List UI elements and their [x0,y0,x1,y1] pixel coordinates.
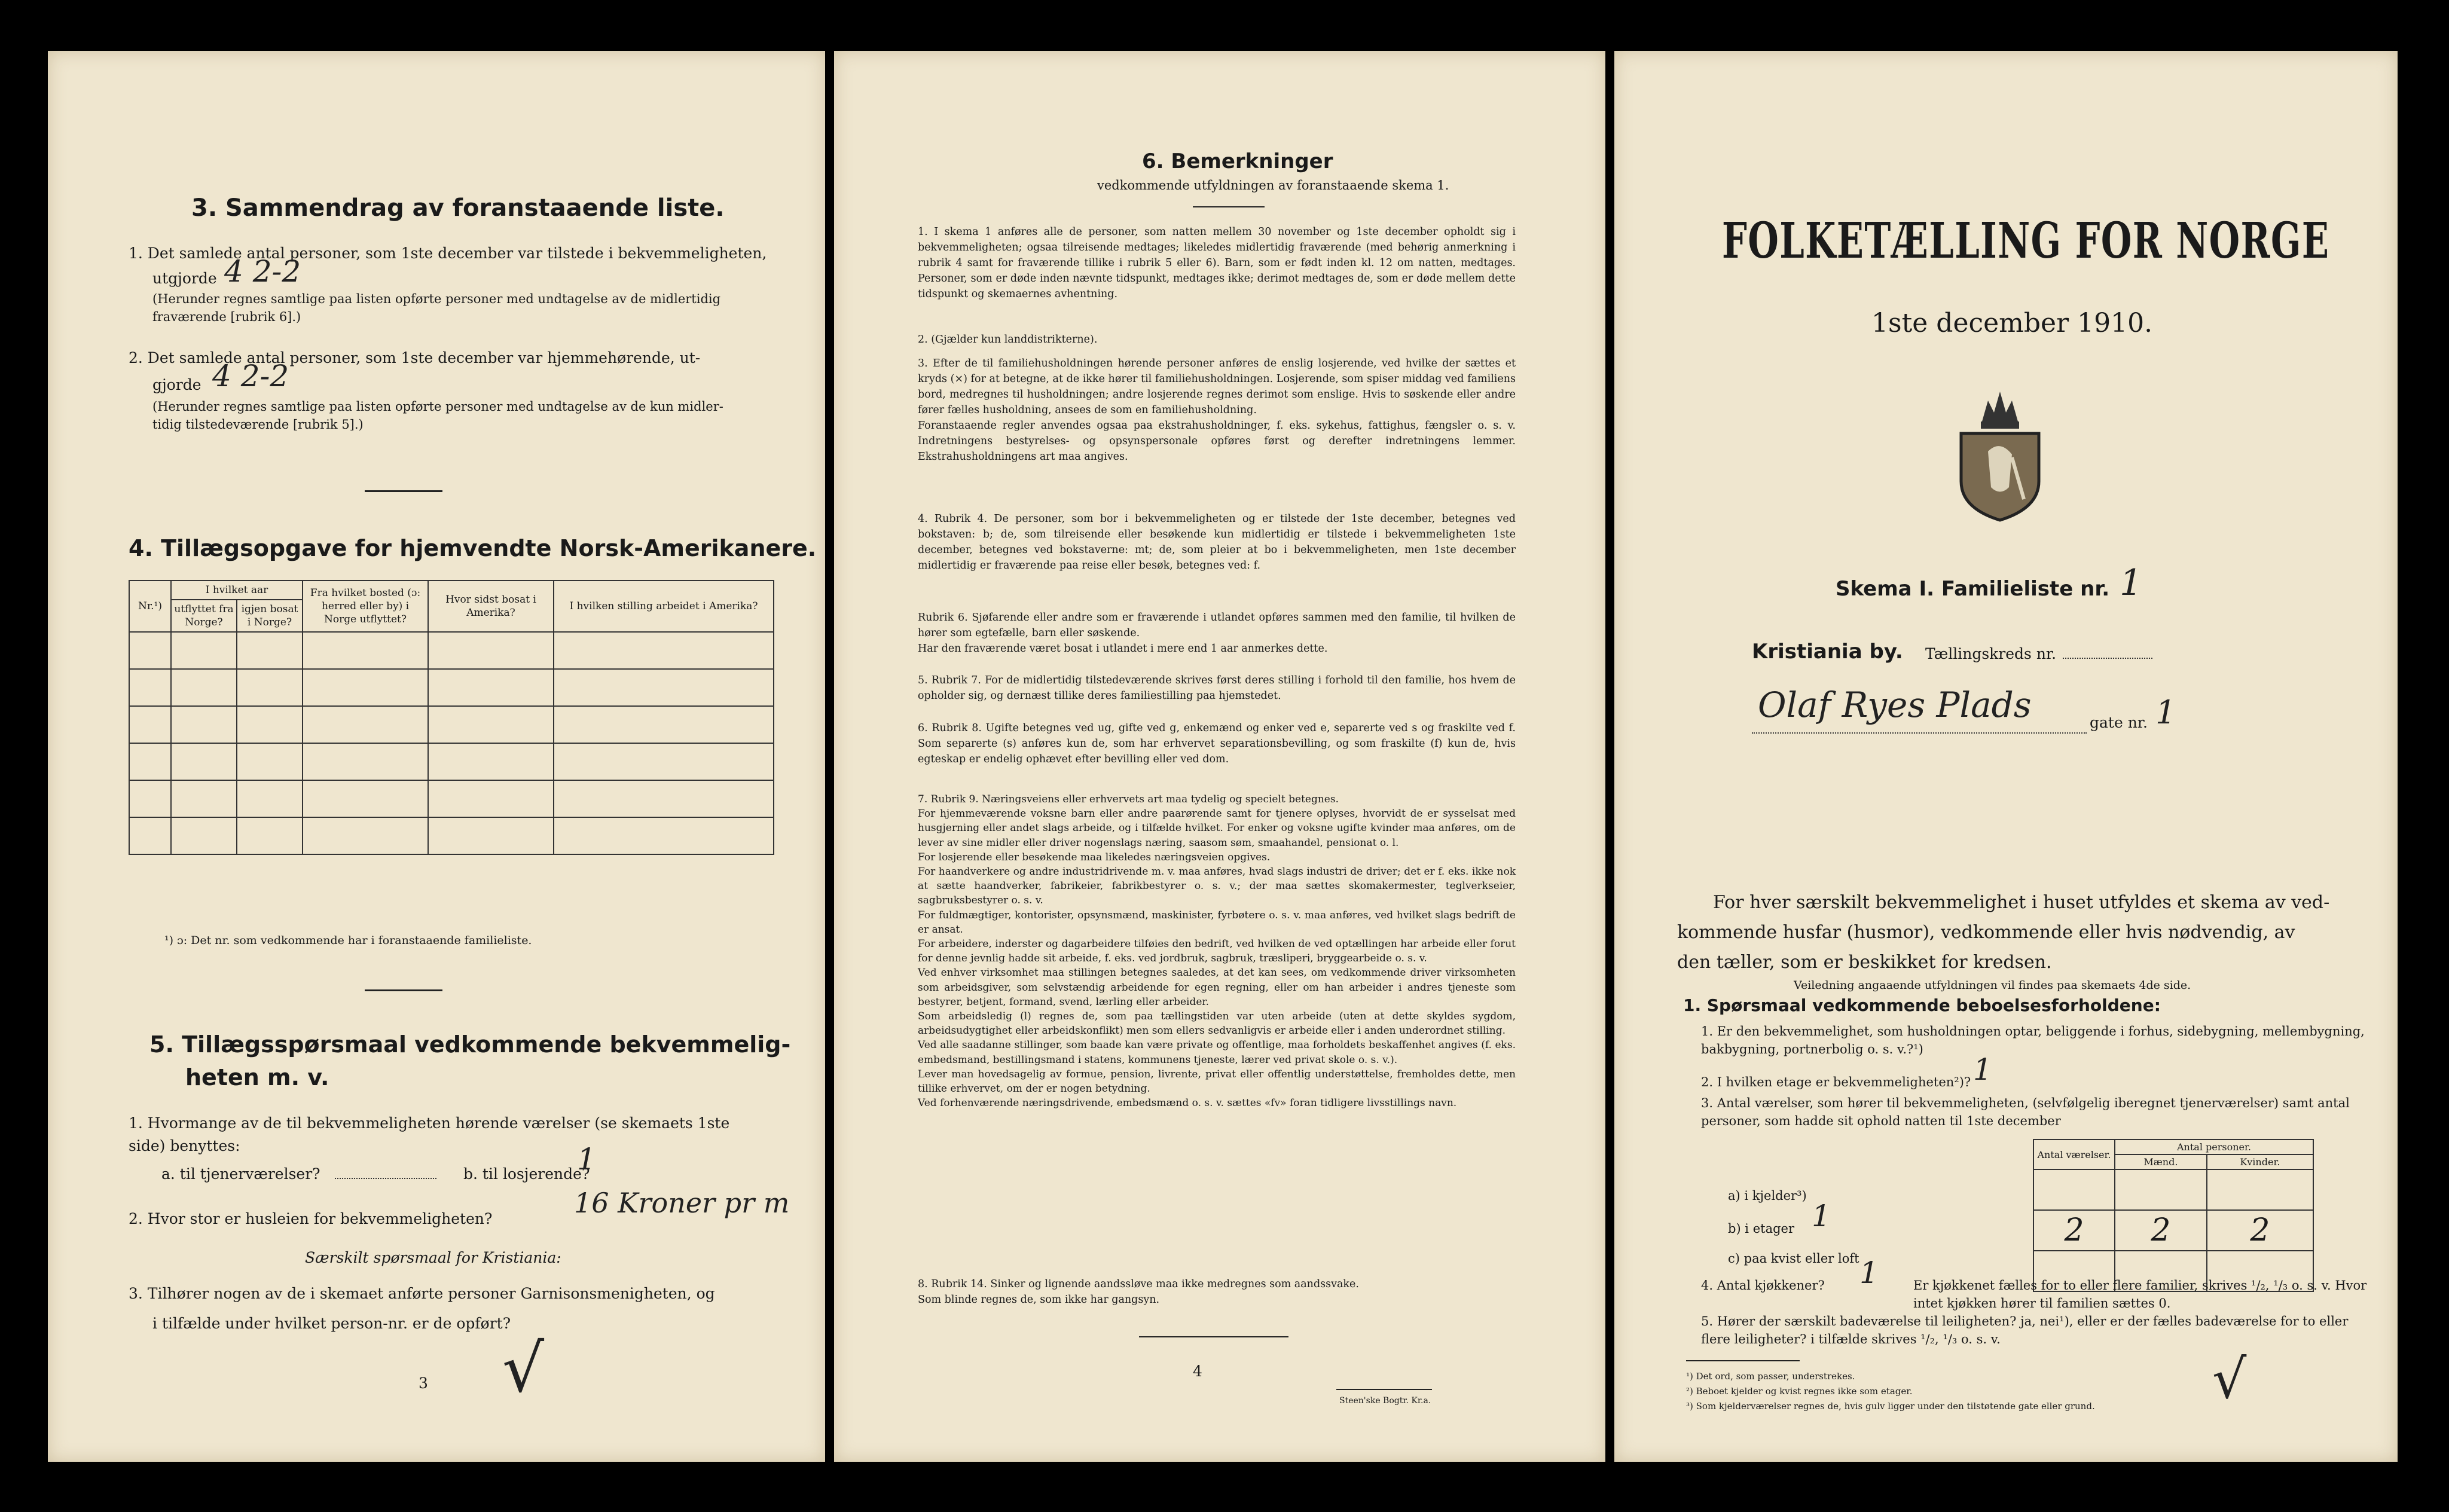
floors-rooms: 2 [2033,1210,2115,1251]
section-5-question-3: 3. Tilhører nogen av de i skemaet anførte personer Garnisonsmenigheten, og [129,1285,715,1302]
women-header: Kvinder. [2207,1154,2313,1169]
footnote-3: ³) Som kjelderværelser regnes de, hvis gulv ligger under den tilstøtende gate eller grund. [1686,1401,2095,1412]
persons-header: Antal personer. [2115,1140,2313,1154]
remarks-title: 6. Bemerkninger [1142,149,1333,173]
street-value: Olaf Ryes Plads [1758,685,2032,725]
question-4-rest: Er kjøkkenet fælles for to eller flere familier, skrives ¹/₂, ¹/₃ o. s. v. Hvor intet kjøkken hører til familien sættes 0. [1913,1278,2367,1311]
question-4: 4. Antal kjøkkener? [1701,1278,1825,1293]
section-4-title: 4. Tillægsopgave for hjemvendte Norsk-Amerikanere. [129,535,817,561]
section-5-special: Særskilt spørsmaal for Kristiania: [305,1249,561,1266]
intro-line-1: For hver særskilt bekvemmelighet i huset utfyldes et skema av ved- [1713,892,2330,913]
question-1: 1. Er den bekvemmelighet, som husholdningen optar, beliggende i forhus, sidebygning, mellembygning, bakbygning, portnerbolig o. s. v.?¹) [1701,1024,2365,1056]
remark-7: 7. Rubrik 9. Næringsveiens eller erhvervets art maa tydelig og specielt betegnes. For hjemmeværende voksne barn eller andre paarørende samt for tjenere oplyses, hvorvidt de er sysselsat med husgjerning eller andet slags arbeide, og i tilfælde hvilket. For enker og voksne ugifte kvinder maa anføres, om de lever av sine midler eller driver nogenslags næring, saasom søm, smaahandel, pensionat o. l. For losjerende eller besøkende maa likeledes næringsveien opgives. For haandverkere og andre industridrivende m. v. maa anføres, hvad slags industri de driver; det er f. eks. ikke nok at sætte haandverker, fabrikeier, fabrikbestyrer o. s. v.; der maa sættes skomakermester, teglverkseier, sagbruksbestyrer o. s. v. For fuldmægtiger, kontorister, opsynsmænd, maskinister, fyrbøtere o. s. v. maa anføres, ved hvilket slags bedrift de er ansat. For arbeidere, inderster og dagarbeidere tilføies den bedrift, ved hvilken de ved optællingen har arbeide eller forut for denne jevnlig hadde sit arbeide, f. eks. ved jordbruk, sagbruk, træsliperi, bryggearbeide o. s. v. Ved enhver virksomhet maa stillingen betegnes saaledes, at det kan sees, om vedkommende driver virksomheten som arbeidsgiver, som selvstændig arbeidende for egen regning, eller om han arbeider i andres tjeneste som bestyrer, betjent, formand, svend, lærling eller arbeider. Som arbeidsledig (l) regnes de, som paa tællingstiden var uten arbeide (uten at dette skyldes sygdom, arbeidsudygtighet eller arbeidskonflikt) men som ellers sedvanligvis er arbeide eller i anden underordnet stilling. Ved alle saadanne stillinger, som baade kan være private og offentlige, maa forholdets beskaffenhet angives (f. eks. embedsmand, bestillingsmand i statens, kommunens tjeneste, lærer ved privat skole o. s. v.). Lever man hovedsagelig av formue, pension, livrente, privat eller offentlig understøttelse, fremholdes dette, men tillike erhvervet, om der er nogen betydning. Ved forhenværende næringsdrivende, embedsmænd o. s. v. sættes «fv» foran tidligere livsstillings navn. [918,793,1516,1110]
page-1 [1614,51,2398,1462]
col-from-where: Fra hvilket bosted (ɔ: herred eller by) i Norge utflyttet? [303,581,428,632]
section-5-q1b: b. til losjerende? [463,1165,590,1183]
question-2-value: 1 [1973,1052,1992,1087]
remarks-subtitle: vedkommende utfyldningen av foranstaaende skema 1. [1097,178,1449,193]
remark-6: 6. Rubrik 8. Ugifte betegnes ved ug, gifte ved g, enkemænd og enker ved e, separerte ved s og fraskilte ved f. Som separerte (s) anføres kun de, som har erhvervet separationsbevilling, og som fraskilte (f) kun de, hvis egteskap er endelig ophævet efter bevilling eller ved dom. [918,722,1516,765]
question-3b-value: 1 [1812,1199,1831,1233]
page-3 [48,51,825,1462]
intro-text [1677,888,2365,978]
krets-blank [2063,643,2158,665]
table-row [129,669,774,706]
section-3-q2-value: 4 2-2 [212,359,289,393]
rooms-table [2033,1139,2314,1292]
check-mark: √ [2212,1348,2247,1411]
section-3-q2-note-2: tidig tilstedeværende [rubrik 5].) [152,417,364,432]
remark-4: 4. Rubrik 4. De personer, som bor i bekvemmeligheten og er tilstede der 1ste december, betegnes ved bokstaven: b; de, som tilreisende eller besøkende kun midlertidig er tilstede i bekvemmeligheten 1ste december, betegnes ved bokstaverne: mt; de, som pleier at bo i bekvemmeligheten, men 1ste december midlertidig er fraværende paa reise eller besøk, betegnes ved: f. [918,513,1516,572]
col-nr: Nr.¹) [129,581,171,632]
intro-line-3: den tæller, som er beskikket for kredsen. [1677,952,2052,973]
divider [1139,1336,1288,1337]
section-5-question-2: 2. Hvor stor er husleien for bekvemmeligheten? [129,1210,493,1227]
page-number: 3 [419,1374,428,1392]
section-5-title-1: 5. Tillægsspørsmaal vedkommende bekvemmelig- [149,1031,791,1058]
printer-rule [1336,1389,1432,1390]
page-number: 4 [1193,1363,1202,1380]
row-cellar-men [2115,1169,2207,1210]
question-3b: b) i etager [1728,1221,1794,1236]
divider [1193,206,1265,207]
city-label: Kristiania by. [1752,640,1903,664]
men-header: Mænd. [2115,1154,2207,1169]
divider [365,490,442,492]
section-5-q1b-value: 1 [577,1142,596,1177]
check-mark: √ [502,1330,545,1407]
floors-women: 2 [2207,1210,2313,1251]
q1a-blank [335,1163,442,1186]
section-3-q2-note-1: (Herunder regnes samtlige paa listen opførte personer med undtagelse av de kun midler- [152,399,723,414]
table-row [129,706,774,743]
divider [1686,1360,1800,1361]
section-5-question-1: 1. Hvormange av de til bekvemmeligheten hørende værelser (se skemaets 1ste side) benyttes: [129,1114,730,1154]
gate-label: gate nr. [2090,714,2148,731]
section-5-title-2: heten m. v. [185,1064,329,1091]
section-5-q2-value: 16 Kroner pr m [574,1187,790,1219]
intro-note: Veiledning angaaende utfyldningen vil findes paa skemaets 4de side. [1794,979,2191,992]
section-3-q1-note-1: (Herunder regnes samtlige paa listen opførte personer med undtagelse av de midlertidig [152,292,721,306]
table-footnote: ¹) ɔ: Det nr. som vedkommende har i foranstaaende familieliste. [164,934,532,947]
divider [365,989,442,991]
remark-4b: Rubrik 6. Sjøfarende eller andre som er fraværende i utlandet opføres sammen med den familie, til hvilken de hører som egtefælle, barn eller søskende. Har den fraværende været bosat i utlandet i mere end 1 aar anmerkes dette. [918,612,1516,655]
section-5-question-3-cont: i tilfælde under hvilket person-nr. er de opført? [152,1315,511,1332]
table-row [129,817,774,854]
section-3-question-1: 1. Det samlede antal personer, som 1ste december var tilstede i bekvemmeligheten, [129,245,767,262]
page-4 [834,51,1605,1462]
rooms-header: Antal værelser. [2033,1140,2115,1169]
remark-1: 1. I skema 1 anføres alle de personer, som natten mellem 30 november og 1ste december opholdt sig i bekvemmeligheten; ogsaa tilreisende medtages; likeledes midlertidig fraværende (med behørig anmerkning i rubrik 4 samt for fraværende tillike i rubrik 5 eller 6). Barn, som er født inden kl. 12 om natten, medtages. Personer, som er døde inden nævnte tidspunkt, medtages ikke; derimot medtages de, som er døde mellem dette tidspunkt og skemaernes avhentning. [918,226,1516,300]
questions-header: 1. Spørsmaal vedkommende beboelsesforholdene: [1683,995,2161,1015]
gate-number: 1 [2155,694,2176,731]
remark-2: 2. (Gjælder kun landdistrikterne). [918,334,1098,346]
floors-men: 2 [2115,1210,2207,1251]
krets-label: Tællingskreds nr. [1925,645,2057,662]
question-3a: a) i kjelder³) [1728,1189,1807,1203]
section-3-q1-note-2: fraværende [rubrik 6].) [152,310,301,324]
question-5: 5. Hører der særskilt badeværelse til leiligheten? ja, nei¹), eller er der fælles badeværelse for to eller flere leiligheter? i tilfælde skrives ¹/₂, ¹/₃ o. s. v. [1701,1314,2349,1346]
skema-label: Skema I. Familieliste nr. [1836,577,2110,601]
section-5-q1a: a. til tjenerværelser? [161,1165,320,1183]
remark-8: 8. Rubrik 14. Sinker og lignende aandssløve maa ikke medregnes som aandssvake. Som blinde regnes de, som ikke har gangsyn. [918,1278,1359,1306]
question-4-value: 1 [1859,1256,1879,1290]
section-3-q1-prefix: utgjorde [152,270,217,287]
col-position: I hvilken stilling arbeidet i Amerika? [554,581,774,632]
question-2: 2. I hvilken etage er bekvemmeligheten²)? [1701,1075,1971,1089]
remark-5: 5. Rubrik 7. For de midlertidig tilstedeværende skrives først deres stilling i forhold til den familie, hos hvem de opholder sig, og dernæst tillike deres familiestilling paa hjemstedet. [918,674,1516,702]
document-title: FOLKETÆLLING FOR NORGE [1722,212,2330,270]
section-3-q1-value: 4 2-2 [224,254,301,289]
footnote-2: ²) Beboet kjelder og kvist regnes ikke som etager. [1686,1386,1913,1397]
question-3: 3. Antal værelser, som hører til bekvemmeligheten, (selvfølgelig iberegnet tjenerværelser) samt antal personer, som hadde sit ophold natten til 1ste december [1701,1096,2350,1128]
census-date: 1ste december 1910. [1871,308,2153,338]
remark-3: 3. Efter de til familiehusholdningen hørende personer anføres de enslig losjerende, ved hvilke der sættes et kryds (×) for at betegne, at de ikke hører til familiehusholdningen. Losjerende, som spiser middag ved familiens bord, medregnes til husholdningen; andre losjerende regnes derimot som enslige. Hvis to søskende eller andre fører fælles husholdning, ansees de som en familiehusholdning. Foranstaaende regler anvendes ogsaa paa ekstrahusholdninger, f. eks. sykehus, fattighus, fængsler o. s. v. Indretningens bestyrelses- og opsynspersonale opføres først og derefter indretningens lemmer. Ekstrahusholdningens art maa angives. [918,358,1516,463]
footnote-1: ¹) Det ord, som passer, understrekes. [1686,1371,1855,1382]
table-row [129,743,774,780]
row-cellar-rooms [2033,1169,2115,1210]
table-row [129,780,774,817]
table-row [129,632,774,669]
printer-imprint: Steen'ske Bogtr. Kr.a. [1339,1396,1431,1406]
question-3c: c) paa kvist eller loft [1728,1251,1859,1266]
col-last-america: Hvor sidst bosat i Amerika? [428,581,554,632]
intro-line-2: kommende husfar (husmor), vedkommende eller hvis nødvendig, av [1677,922,2295,943]
row-cellar-women [2207,1169,2313,1210]
coat-of-arms-icon [1946,380,2054,523]
col-year-group: I hvilket aar [171,581,303,600]
section-3-question-2: 2. Det samlede antal personer, som 1ste december var hjemmehørende, ut- [129,349,701,366]
section-3-q2-prefix: gjorde [152,376,201,393]
skema-number: 1 [2120,562,2143,604]
norsk-amerikanere-table [129,580,774,855]
footnotes [1686,1369,2095,1414]
col-returned: igjen bosat i Norge? [237,600,303,632]
col-emigrated: utflyttet fra Norge? [171,600,237,632]
section-3-title: 3. Sammendrag av foranstaaende liste. [191,194,725,222]
